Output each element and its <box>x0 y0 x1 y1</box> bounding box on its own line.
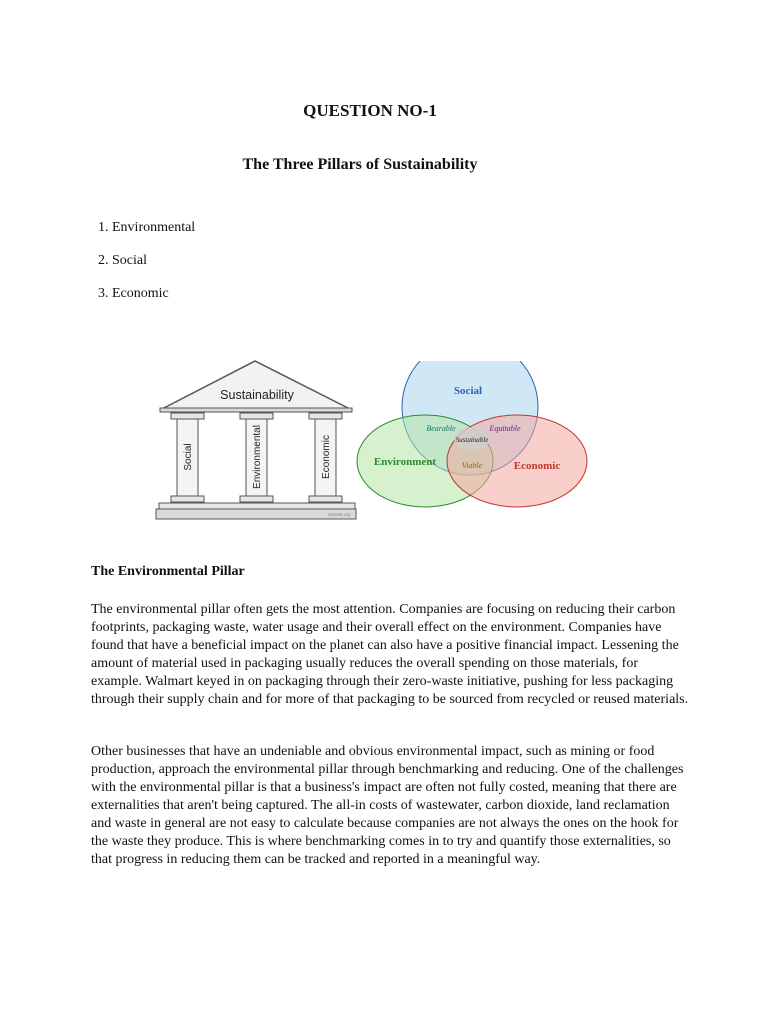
venn-label-social: Social <box>453 385 483 397</box>
figures-row <box>155 355 595 525</box>
column-label-economic: Economic <box>321 435 332 479</box>
temple-platform <box>159 503 355 509</box>
venn-overlap-equitable: Equitable <box>489 424 521 433</box>
temple-roof-label: Sustainability <box>220 388 294 402</box>
venn-overlap-bearable: Bearable <box>426 424 456 433</box>
temple-roof-base <box>160 408 352 412</box>
paragraph: The environmental pillar often gets the most attention. Companies are focusing on reducing their carbon footprints, packaging waste, water usage and their overall effect on the environment. Companies have found that have a beneficial impact on the planet can also have a positive financial impact. Lessening the amount of material used in packaging usually reduces the overall spending on those materials, for example. Walmart keyed in on packaging through their zero-waste initiative, pushing for less packaging through their supply chain and for more of that packaging to be sourced from recycled or reused materials. <box>91 602 689 707</box>
document-title: The Three Pillars of Sustainability <box>242 156 478 173</box>
column-label-social: Social <box>183 443 194 471</box>
list-item: 3. Economic <box>98 286 169 301</box>
list-item: 2. Social <box>98 253 147 268</box>
column-label-environmental: Environmental <box>252 425 263 489</box>
column-base <box>309 496 342 502</box>
temple-diagram <box>155 355 360 525</box>
column-cap <box>171 413 204 419</box>
column-base <box>171 496 204 502</box>
venn-diagram <box>355 361 595 511</box>
venn-overlap-sustainable: Sustainable <box>455 436 489 444</box>
venn-label-environment: Environment <box>373 456 437 468</box>
section-heading: The Environmental Pillar <box>91 564 245 579</box>
paragraph: Other businesses that have an undeniable and obvious environmental impact, such as mining or food production, approach the environmental pillar through benchmarking and reducing. One of the challenges with the environmental pillar is that a business's impact are often not fully costed, meaning that there are externalities that aren't being captured. The all-in costs of wastewater, carbon dioxide, land reclamation and waste in general are not easy to calculate because companies are not always the ones on the hook for the waste they produce. This is where benchmarking comes in to try and quantify those externalities, so that progress in reducing them can be tracked and reported in a meaningful way. <box>91 744 684 867</box>
list-item: 1. Environmental <box>98 220 196 235</box>
venn-label-economic: Economic <box>513 460 561 472</box>
column-base <box>240 496 273 502</box>
column-cap <box>309 413 342 419</box>
column-cap <box>240 413 273 419</box>
venn-overlap-viable: Viable <box>461 461 483 470</box>
temple-watermark: Ducetti.org <box>328 512 350 517</box>
temple-platform-base <box>156 509 356 519</box>
pillars-list <box>98 220 195 319</box>
temple-roof <box>160 361 352 410</box>
question-heading: QUESTION NO-1 <box>303 101 437 120</box>
